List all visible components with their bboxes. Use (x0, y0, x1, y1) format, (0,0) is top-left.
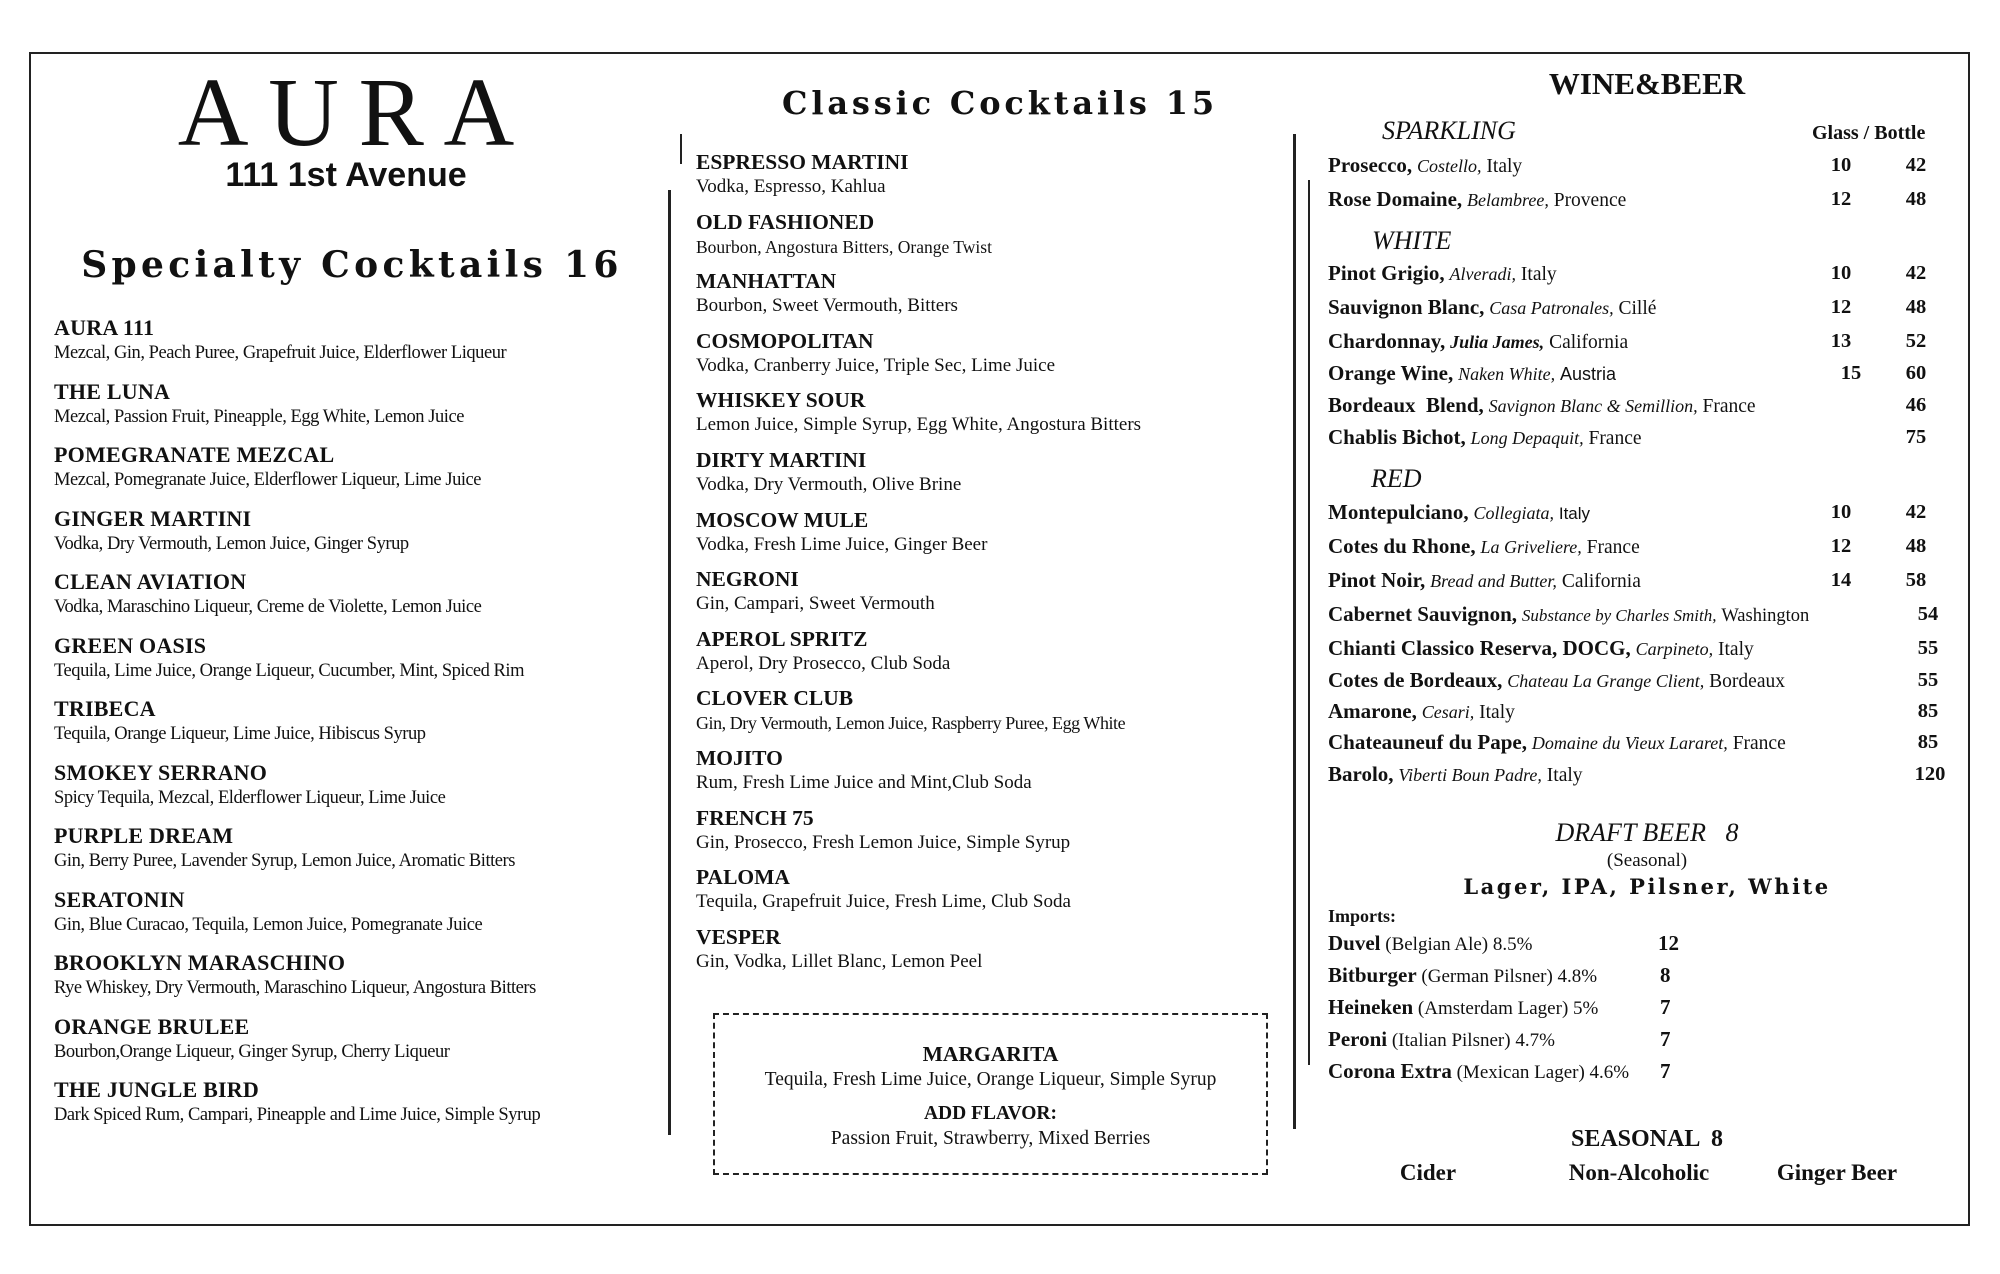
cocktail-name: SERATONIN (54, 886, 185, 912)
wine-region: Cillé (1618, 298, 1657, 319)
wine-region: France (1702, 396, 1756, 417)
cocktail-name: THE JUNGLE BIRD (54, 1077, 260, 1102)
cocktail-desc: Tequila, Grapefruit Juice, Fresh Lime, Club Soda (696, 891, 1071, 913)
table-row (1328, 1057, 1728, 1087)
table-row (1328, 600, 1968, 630)
table-row (1328, 961, 1728, 991)
wine-name: Pinot Noir, (1328, 568, 1426, 592)
wine-name: Pinot Grigio, (1328, 261, 1445, 285)
list-item (696, 627, 1256, 687)
cocktail-name: NEGRONI (696, 567, 799, 592)
wine-producer: Costello, (1417, 156, 1482, 176)
wine-region: France (1586, 537, 1640, 558)
beer-name: Bitburger (1328, 963, 1417, 987)
cocktail-desc: Lemon Juice, Simple Syrup, Egg White, Angostura Bitters (696, 414, 1142, 436)
cocktail-desc: Bourbon,Orange Liqueur, Ginger Syrup, Cherry Liqueur (54, 1041, 450, 1062)
cocktail-desc: Gin, Blue Curacao, Tequila, Lemon Juice, Pomegranate Juice (54, 914, 483, 935)
list-item (696, 508, 1256, 568)
wine-region: Italy (1718, 639, 1754, 660)
wine-name: Sauvignon Blanc, (1328, 295, 1485, 319)
table-row (1328, 359, 1968, 389)
brand-address: 111 1st Avenue (225, 156, 467, 194)
beer-price: 8 (1660, 963, 1671, 987)
beer-price: 7 (1660, 1027, 1671, 1051)
wine-producer: Substance by Charles Smith, (1521, 606, 1717, 625)
wine-region: Provence (1553, 190, 1627, 211)
table-row (1328, 728, 1968, 758)
beer-name: Duvel (1328, 931, 1381, 955)
bottle-price: 46 (1905, 394, 1927, 416)
cocktail-desc: Vodka, Maraschino Liqueur, Creme de Violette, Lemon Juice (54, 597, 482, 617)
column-divider-right-inner (1308, 180, 1310, 1065)
column-divider-left (668, 190, 671, 1135)
glass-price: 15 (1840, 362, 1862, 384)
table-row (1328, 498, 1968, 528)
beer-price: 12 (1658, 931, 1679, 955)
wine-region: California (1561, 571, 1641, 592)
bottle-price: 48 (1905, 296, 1927, 318)
beer-desc: (Mexican Lager) 4.6% (1456, 1062, 1630, 1083)
beer-desc: (German Pilsner) 4.8% (1421, 966, 1598, 987)
margarita-box (713, 1013, 1268, 1175)
beer-name: Heineken (1328, 995, 1414, 1019)
bottle-price: 75 (1905, 426, 1927, 448)
cocktail-desc: Vodka, Espresso, Kahlua (696, 176, 886, 197)
beer-price: 7 (1660, 1059, 1671, 1083)
list-item (696, 269, 1256, 329)
wine-region: Washington (1721, 606, 1810, 626)
table-row (1328, 666, 1968, 696)
cocktail-name: TRIBECA (54, 696, 156, 721)
list-item (696, 329, 1256, 389)
wine-region: Italy (1558, 504, 1591, 523)
wine-producer: La Griveliere, (1480, 537, 1582, 557)
cocktail-name: SMOKEY SERRANO (54, 759, 268, 785)
wine-name: Cotes du Rhone, (1328, 534, 1476, 558)
list-item (54, 760, 654, 824)
cocktail-name: WHISKEY SOUR (696, 388, 866, 413)
column-divider-left-short (680, 134, 682, 164)
cocktail-name: CLEAN AVIATION (54, 569, 247, 594)
glass-price: 10 (1830, 262, 1852, 284)
glass-price: 10 (1830, 501, 1852, 523)
cocktail-name: GREEN OASIS (54, 632, 207, 658)
cocktail-desc: Aperol, Dry Prosecco, Club Soda (696, 652, 951, 674)
wine-producer: Domaine du Vieux Lararet, (1531, 733, 1728, 753)
bottle-price: 42 (1905, 501, 1927, 523)
cocktail-desc: Gin, Vodka, Lillet Blanc, Lemon Peel (696, 950, 983, 972)
cocktail-name: VESPER (696, 924, 781, 949)
wine-region: Italy (1486, 156, 1523, 177)
flavor-options: Passion Fruit, Strawberry, Mixed Berries (830, 1128, 1151, 1149)
table-row (1328, 532, 1968, 562)
wine-region: France (1732, 733, 1786, 754)
cocktail-name: AURA 111 (54, 315, 155, 340)
draft-beer-heading: DRAFT BEER 8 (1555, 818, 1739, 847)
bottle-price: 48 (1905, 535, 1927, 557)
cocktail-desc: Vodka, Dry Vermouth, Olive Brine (696, 473, 962, 495)
cocktail-name: COSMOPOLITAN (696, 328, 874, 353)
glass-price: 12 (1830, 535, 1852, 557)
glass-price: 13 (1830, 330, 1852, 352)
wine-producer: Belambree, (1467, 190, 1549, 210)
cocktail-name: MOSCOW MULE (696, 507, 869, 532)
list-item (54, 696, 654, 760)
list-item (54, 569, 654, 633)
white-label: WHITE (1372, 226, 1452, 255)
red-label: RED (1371, 464, 1422, 493)
cocktail-name: THE LUNA (54, 378, 171, 404)
list-item (54, 506, 654, 570)
cocktail-name: MOJITO (696, 745, 783, 770)
table-row (1328, 293, 1968, 323)
table-row (1328, 185, 1968, 215)
wine-name: Bordeaux Blend, (1328, 393, 1484, 417)
imports-label: Imports: (1328, 906, 1396, 926)
list-item (696, 210, 1256, 270)
wine-name: Montepulciano, (1328, 500, 1469, 524)
list-item (54, 315, 654, 379)
table-row (1328, 151, 1968, 181)
bottle-price: 58 (1905, 569, 1927, 591)
column-divider-right (1293, 134, 1296, 1129)
cocktail-name: OLD FASHIONED (696, 209, 875, 234)
wine-producer: Julia James, (1450, 332, 1545, 352)
margarita-desc: Tequila, Fresh Lime Juice, Orange Liqueur, Simple Syrup (764, 1069, 1217, 1090)
bottle-price: 55 (1917, 637, 1939, 659)
table-row (1328, 423, 1968, 453)
glass-price: 14 (1830, 569, 1852, 591)
margarita-title: MARGARITA (922, 1042, 1059, 1066)
list-item (54, 633, 654, 697)
bottle-price: 48 (1905, 188, 1927, 210)
wine-producer: Naken White, (1458, 364, 1556, 384)
bottle-price: 60 (1905, 362, 1927, 384)
classic-list (696, 150, 1256, 984)
list-item (54, 1014, 654, 1078)
cocktail-desc: Rye Whiskey, Dry Vermouth, Maraschino Liqueur, Angostura Bitters (54, 978, 536, 998)
wine-name: Amarone, (1328, 699, 1417, 723)
cocktail-desc: Tequila, Lime Juice, Orange Liqueur, Cucumber, Mint, Spiced Rim (54, 660, 525, 681)
cocktail-desc: Gin, Berry Puree, Lavender Syrup, Lemon Juice, Aromatic Bitters (54, 851, 515, 871)
sparkling-label: SPARKLING (1382, 116, 1516, 145)
cocktail-desc: Gin, Campari, Sweet Vermouth (696, 593, 935, 615)
table-row (1328, 391, 1968, 421)
bottle-price: 85 (1917, 731, 1939, 753)
beer-desc: (Italian Pilsner) 4.7% (1391, 1030, 1555, 1051)
wine-name: Prosecco, (1328, 153, 1413, 177)
list-item (696, 150, 1256, 210)
list-item (54, 442, 654, 506)
draft-beer-note: (Seasonal) (1606, 850, 1688, 871)
seasonal-item-cider: Cider (1399, 1160, 1457, 1185)
bottle-price: 42 (1905, 154, 1927, 176)
table-row (1328, 566, 1968, 596)
glass-price: 12 (1830, 296, 1852, 318)
cocktail-desc: Vodka, Fresh Lime Juice, Ginger Beer (696, 533, 988, 555)
list-item (54, 379, 654, 443)
specialty-list (54, 315, 654, 1141)
brand-name: AURA (177, 59, 534, 167)
table-row (1328, 929, 1728, 959)
wine-name: Cotes de Bordeaux, (1328, 668, 1503, 692)
cocktail-desc: Vodka, Dry Vermouth, Lemon Juice, Ginger Syrup (54, 533, 409, 554)
cocktail-desc: Rum, Fresh Lime Juice and Mint,Club Soda (696, 771, 1032, 793)
wine-name: Barolo, (1328, 762, 1394, 786)
cocktail-desc: Bourbon, Sweet Vermouth, Bitters (696, 295, 958, 317)
wine-region: Austria (1559, 364, 1616, 384)
list-item (696, 686, 1256, 746)
wine-name: Chianti Classico Reserva, DOCG, (1328, 636, 1631, 660)
cocktail-desc: Mezcal, Pomegranate Juice, Elderflower Liqueur, Lime Juice (54, 470, 482, 490)
bottle-price: 42 (1905, 262, 1927, 284)
cocktail-desc: Spicy Tequila, Mezcal, Elderflower Liqueur, Lime Juice (54, 787, 446, 808)
beer-desc: (Amsterdam Lager) 5% (1417, 998, 1599, 1019)
wine-producer: Carpineto, (1635, 639, 1714, 659)
table-row (1328, 697, 1968, 727)
cocktail-desc: Gin, Prosecco, Fresh Lemon Juice, Simple Syrup (696, 831, 1071, 853)
list-item (696, 388, 1256, 448)
wine-producer: Long Depaquit, (1470, 428, 1584, 448)
cocktail-name: PURPLE DREAM (54, 823, 234, 848)
wine-producer: Casa Patronales, (1489, 298, 1614, 318)
list-item (54, 950, 654, 1014)
list-item (696, 746, 1256, 806)
wine-region: Italy (1546, 765, 1583, 786)
wine-region: France (1588, 428, 1642, 449)
wine-producer: Cesari, (1421, 702, 1475, 722)
glass-price: 10 (1830, 154, 1852, 176)
wine-producer: Chateau La Grange Client, (1507, 671, 1705, 691)
list-item (54, 887, 654, 951)
glass-price: 12 (1830, 188, 1852, 210)
bottle-price: 120 (1914, 763, 1946, 785)
specialty-heading: Specialty Cocktails 16 (81, 244, 623, 286)
list-item (696, 806, 1256, 866)
wine-name: Chateauneuf du Pape, (1328, 730, 1527, 754)
table-row (1328, 634, 1968, 664)
bottle-price: 85 (1917, 700, 1939, 722)
beer-name: Corona Extra (1328, 1059, 1452, 1083)
bottle-price: 55 (1917, 669, 1939, 691)
table-row (1328, 259, 1968, 289)
table-row (1328, 993, 1728, 1023)
wine-name: Rose Domaine, (1328, 187, 1463, 211)
list-item (696, 567, 1256, 627)
cocktail-desc: Bourbon, Angostura Bitters, Orange Twist (696, 236, 992, 257)
cocktail-name: ESPRESSO MARTINI (696, 150, 909, 174)
cocktail-name: BROOKLYN MARASCHINO (54, 950, 346, 975)
cocktail-name: FRENCH 75 (696, 805, 814, 830)
wine-region: Italy (1520, 264, 1557, 285)
beer-desc: (Belgian Ale) 8.5% (1385, 934, 1533, 955)
bottle-price: 54 (1917, 603, 1939, 625)
list-item (696, 925, 1256, 985)
wine-region: Bordeaux (1709, 671, 1785, 692)
table-row (1328, 327, 1968, 357)
wine-producer: Savignon Blanc & Semillion, (1488, 396, 1698, 416)
cocktail-name: APEROL SPRITZ (696, 626, 868, 651)
bottle-price: 52 (1905, 330, 1927, 352)
wine-producer: Viberti Boun Padre, (1398, 765, 1542, 785)
wine-region: Italy (1479, 702, 1515, 723)
cocktail-name: MANHATTAN (696, 269, 837, 294)
cocktail-name: DIRTY MARTINI (696, 447, 867, 472)
seasonal-item-non-alcoholic: Non-Alcoholic (1568, 1160, 1710, 1185)
wine-beer-heading: WINE&BEER (1548, 66, 1746, 101)
wine-name: Chardonnay, (1328, 329, 1446, 353)
list-item (696, 448, 1256, 508)
table-row (1328, 1025, 1728, 1055)
cocktail-desc: Mezcal, Passion Fruit, Pineapple, Egg White, Lemon Juice (54, 406, 464, 427)
glass-bottle-header: Glass / Bottle (1812, 122, 1926, 144)
seasonal-heading: SEASONAL 8 (1570, 1126, 1724, 1152)
seasonal-item-ginger-beer: Ginger Beer (1776, 1160, 1898, 1185)
wine-producer: Bread and Butter, (1430, 571, 1557, 591)
cocktail-desc: Gin, Dry Vermouth, Lemon Juice, Raspberry Puree, Egg White (696, 713, 1126, 734)
cocktail-name: CLOVER CLUB (696, 686, 854, 711)
wine-name: Cabernet Sauvignon, (1328, 602, 1518, 626)
wine-name: Chablis Bichot, (1328, 425, 1466, 449)
cocktail-name: POMEGRANATE MEZCAL (54, 442, 335, 467)
wine-producer: Alveradi, (1449, 264, 1517, 284)
cocktail-name: ORANGE BRULEE (54, 1013, 250, 1039)
add-flavor-label: ADD FLAVOR: (923, 1103, 1058, 1124)
list-item (54, 1077, 654, 1141)
wine-region: California (1549, 332, 1629, 353)
list-item (696, 865, 1256, 925)
beer-name: Peroni (1328, 1027, 1388, 1051)
draft-beer-types: Lager, IPA, Pilsner, White (1463, 874, 1831, 899)
cocktail-name: GINGER MARTINI (54, 505, 252, 531)
cocktail-desc: Vodka, Cranberry Juice, Triple Sec, Lime Juice (696, 354, 1055, 376)
wine-producer: Collegiata, (1473, 503, 1554, 523)
wine-name: Orange Wine, (1328, 361, 1454, 385)
list-item (54, 823, 654, 887)
cocktail-desc: Dark Spiced Rum, Campari, Pineapple and Lime Juice, Simple Syrup (54, 1105, 541, 1125)
cocktail-desc: Tequila, Orange Liqueur, Lime Juice, Hibiscus Syrup (54, 724, 426, 744)
classic-heading: Classic Cocktails 15 (782, 84, 1218, 122)
table-row (1328, 760, 1968, 790)
cocktail-desc: Mezcal, Gin, Peach Puree, Grapefruit Juice, Elderflower Liqueur (54, 343, 507, 363)
cocktail-name: PALOMA (696, 865, 790, 890)
beer-price: 7 (1660, 995, 1671, 1019)
